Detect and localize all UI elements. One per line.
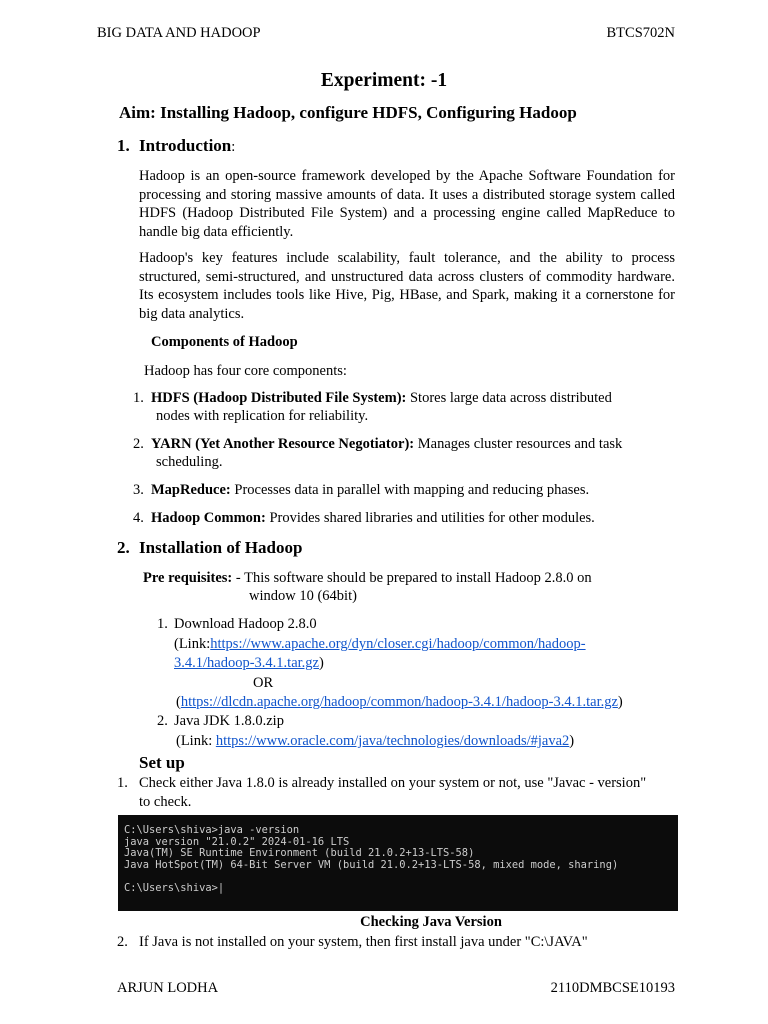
component-item-hdfs-cont: nodes with replication for reliability. <box>156 408 369 424</box>
component-number: 2. <box>133 436 144 452</box>
setup-step-number: 2. <box>117 934 128 950</box>
setup-step-1: Check either Java 1.8.0 is already installed on your system or not, use "Javac - version" <box>139 775 647 791</box>
intro-paragraph-2: Hadoop's key features include scalability, fault tolerance, and the ability to process structured, semi-structured, and unstructured data across clusters of commodity hardware. Its ecosystem includes tools like Hive, Pig, HBase, and Spark, making it a cornerstone for big data analytics. <box>139 250 675 322</box>
download-number: 1. <box>157 616 168 632</box>
component-number: 4. <box>133 510 144 526</box>
jdk-number: 2. <box>157 713 168 729</box>
terminal-line: Java HotSpot(TM) 64-Bit Server VM (build 21.0.2+13-LTS-58, mixed mode, sharing) <box>124 858 619 871</box>
prerequisites-line: Pre requisites: - This software should be prepared to install Hadoop 2.8.0 on <box>143 570 592 586</box>
setup-step-1-cont: to check. <box>139 794 192 810</box>
figure-caption: Checking Java Version <box>360 914 502 930</box>
download-mirror-line: (https://dlcdn.apache.org/hadoop/common/hadoop-3.4.1/hadoop-3.4.1.tar.gz) <box>176 694 623 710</box>
section-number-introduction: 1. <box>117 136 130 155</box>
terminal-line: C:\Users\shiva>java -version <box>124 824 300 836</box>
download-link-line: (Link:https://www.apache.org/dyn/closer.cgi/hadoop/common/hadoop- <box>174 636 586 652</box>
setup-heading: Set up <box>139 753 185 772</box>
setup-step-2: If Java is not installed on your system, then first install java under "C:\JAVA" <box>139 934 588 950</box>
component-item-mapreduce: MapReduce: Processes data in parallel with mapping and reducing phases. <box>151 482 590 498</box>
component-item-yarn-cont: scheduling. <box>156 454 223 470</box>
download-link-line-cont: 3.4.1/hadoop-3.4.1.tar.gz) <box>174 655 324 671</box>
apache-closer-link[interactable]: https://www.apache.org/dyn/closer.cgi/hadoop/common/hadoop- <box>210 636 586 652</box>
section-number-installation: 2. <box>117 538 130 557</box>
header-course-title: BIG DATA AND HADOOP <box>97 25 261 41</box>
download-hadoop-label: Download Hadoop 2.8.0 <box>174 616 317 632</box>
terminal-line: Java(TM) SE Runtime Environment (build 21.0.2+13-LTS-58) <box>124 847 475 859</box>
component-number: 3. <box>133 482 144 498</box>
oracle-java-link[interactable]: https://www.oracle.com/java/technologies/downloads/#java2 <box>215 733 570 749</box>
terminal-line: java version "21.0.2" 2024-01-16 LTS <box>124 835 350 848</box>
component-item-yarn: YARN (Yet Another Resource Negotiator): Manages cluster resources and task <box>151 436 623 452</box>
section-heading-installation: Installation of Hadoop <box>139 538 303 557</box>
aim-heading: Aim: Installing Hadoop, configure HDFS, Configuring Hadoop <box>119 103 577 122</box>
jdk-label: Java JDK 1.8.0.zip <box>174 713 284 729</box>
experiment-title: Experiment: -1 <box>320 70 448 91</box>
or-separator: OR <box>253 675 274 691</box>
components-lead: Hadoop has four core components: <box>144 363 347 379</box>
terminal-screenshot <box>118 815 678 911</box>
components-heading: Components of Hadoop <box>151 334 298 350</box>
header-course-code: BTCS702N <box>606 25 675 41</box>
footer-student-id: 2110DMBCSE10193 <box>550 980 675 996</box>
section-heading-introduction: Introduction: <box>139 136 236 155</box>
prerequisites-cont: window 10 (64bit) <box>249 588 357 604</box>
component-number: 1. <box>133 390 144 406</box>
component-item-hdfs: HDFS (Hadoop Distributed File System): Stores large data across distributed <box>151 390 612 406</box>
terminal-line <box>124 871 678 883</box>
terminal-line: C:\Users\shiva>| <box>124 881 225 894</box>
footer-student-name: ARJUN LODHA <box>117 980 219 996</box>
dlcdn-link[interactable]: https://dlcdn.apache.org/hadoop/common/hadoop-3.4.1/hadoop-3.4.1.tar.gz <box>180 694 618 710</box>
apache-closer-link-cont[interactable]: 3.4.1/hadoop-3.4.1.tar.gz <box>174 655 319 671</box>
jdk-link-line: (Link: https://www.oracle.com/java/technologies/downloads/#java2) <box>176 733 575 749</box>
setup-step-number: 1. <box>117 775 128 791</box>
component-item-common: Hadoop Common: Provides shared libraries and utilities for other modules. <box>151 510 595 526</box>
intro-paragraph-1: Hadoop is an open-source framework developed by the Apache Software Foundation for processing and storing massive amounts of data. It uses a distributed storage system called HDFS (Hadoop Distributed File System) and a processing engine called MapReduce to handle big data efficiently. <box>139 168 675 240</box>
